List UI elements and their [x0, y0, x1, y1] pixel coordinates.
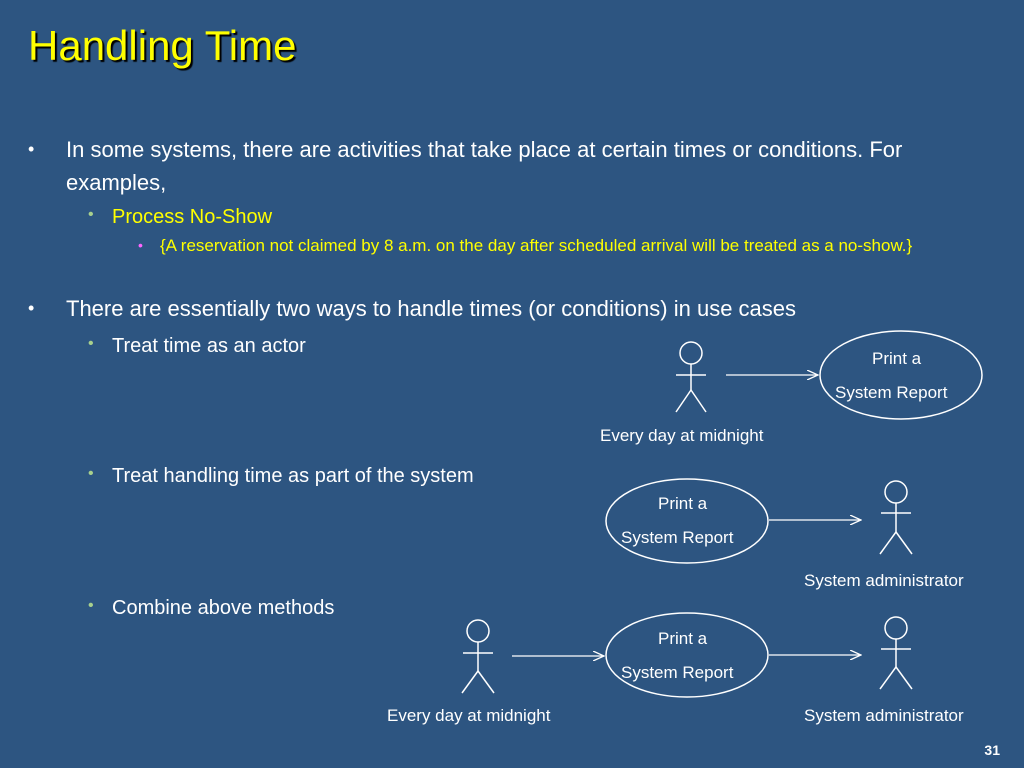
bullet-1-sub-text: Process No-Show: [112, 206, 273, 228]
use-case-2-line-2: System Report: [621, 528, 734, 547]
actor-time-figure-2: [462, 620, 494, 693]
bullet-dot: •: [138, 237, 143, 253]
use-case-ellipse-1: [820, 331, 982, 419]
bullet-dot: •: [88, 206, 94, 223]
use-case-3-line-1: Print a: [658, 629, 708, 648]
bullet-dot: •: [88, 335, 94, 352]
bullet-1-text: In some systems, there are activities that take place at certain times or conditions. For examples,: [66, 137, 903, 195]
bullet-2-text: There are essentially two ways to handle times (or conditions) in use cases: [66, 296, 797, 321]
bullet-dot: •: [28, 139, 35, 159]
use-case-ellipse-2: [606, 479, 768, 563]
actor-admin-figure-1: [880, 481, 912, 554]
slide-title: Handling Time: [28, 22, 297, 69]
actor-time-figure-1: [676, 342, 706, 412]
use-case-3-line-2: System Report: [621, 663, 734, 682]
use-case-1-line-2: System Report: [835, 383, 948, 402]
use-case-1-line-1: Print a: [872, 349, 922, 368]
use-case-2-line-1: Print a: [658, 494, 708, 513]
actor-time-label-1: Every day at midnight: [600, 426, 764, 445]
bullet-2-sub-1-text: Treat time as an actor: [112, 335, 306, 357]
page-number: 31: [984, 742, 1000, 758]
bullet-dot: •: [28, 298, 35, 318]
bullet-2-sub-3-text: Combine above methods: [112, 597, 335, 619]
actor-admin-label-1: System administrator: [804, 571, 964, 590]
bullet-dot: •: [88, 597, 94, 614]
use-case-ellipse-3: [606, 613, 768, 697]
bullet-1-subsub-text: {A reservation not claimed by 8 a.m. on the day after scheduled arrival will be treated as a no-show.}: [160, 236, 913, 255]
bullet-2-sub-2-text: Treat handling time as part of the system: [112, 465, 474, 487]
actor-time-label-2: Every day at midnight: [387, 706, 551, 725]
actor-admin-label-2: System administrator: [804, 706, 964, 725]
actor-admin-figure-2: [880, 617, 912, 689]
bullet-dot: •: [88, 465, 94, 482]
